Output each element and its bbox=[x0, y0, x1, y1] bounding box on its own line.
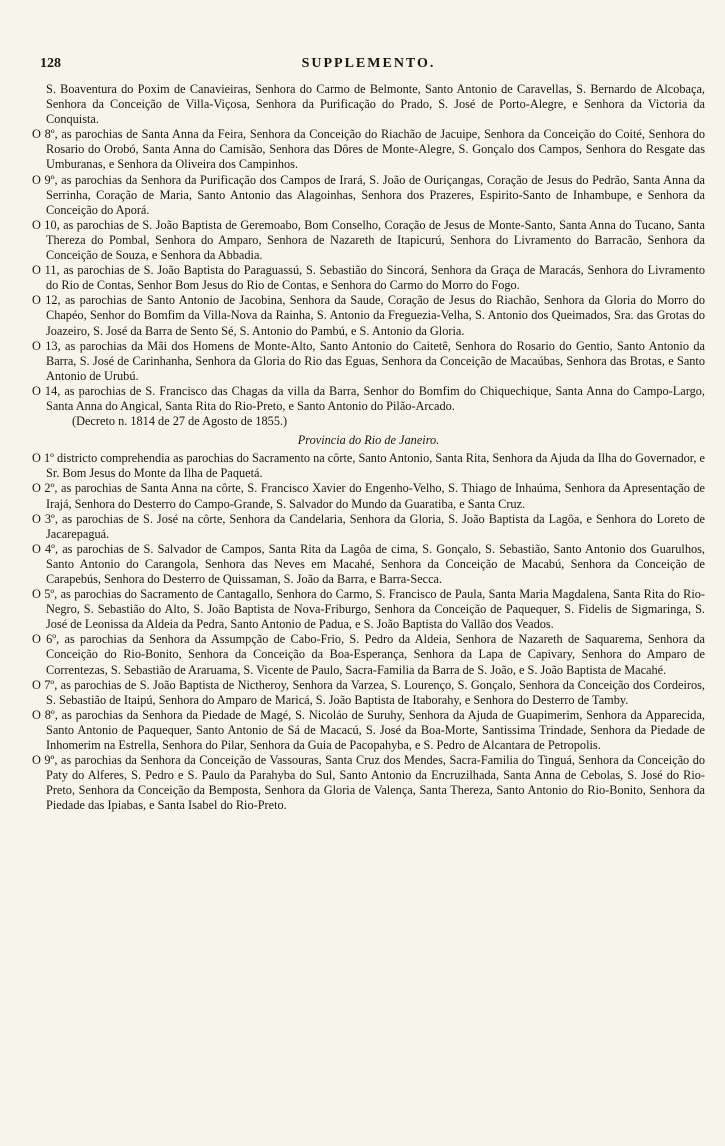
district-paragraph-13-bahia: O 13, as parochias da Mãi dos Homens de Monte-Alto, Santo Antonio do Caitetê, Senhora do Rosario do Gentio, Santo Antonio da Barra, S. José de Carinhanha, Senhora da Gloria do Rio das Eguas, Senhora da Conceição de Macaúbas, Senhora das Brotas, e Santo Antonio de Urubú. bbox=[32, 338, 705, 383]
district-paragraph-4-rio: O 4º, as parochias de S. Salvador de Campos, Santa Rita da Lagôa de cima, S. Gonçalo, S. Sebastião, Santo Antonio dos Guarulhos, Santo Antonio do Carangola, Senhora das Neves em Macahé, Senhora da Conceição de Macabú, Senhora da Conceição de Carapebús, Senhora do Desterro de Quissaman, S. João da Barra, e Barra-Secca. bbox=[32, 541, 705, 586]
district-paragraph-7-rio: O 7º, as parochias de S. João Baptista de Nictheroy, Senhora da Varzea, S. Lourenço, S. Gonçalo, Senhora da Conceição dos Cordeiros, S. Sebastião de Itaipú, Senhora do Amparo de Maricá, S. João Baptista de Itaborahy, e Senhora do Desterro de Tamby. bbox=[32, 677, 705, 707]
page-body bbox=[32, 82, 705, 814]
district-paragraph-10-bahia: O 10, as parochias de S. João Baptista de Geremoabo, Bom Conselho, Coração de Jesus de Monte-Santo, Santa Anna do Tucano, Santa Thereza do Pombal, Senhora do Amparo, Senhora de Nazareth de Itapicurú, Senhora do Livramento do Barracão, Senhora da Conceição de Souza, e Senhora da Abbadia. bbox=[32, 217, 705, 263]
district-paragraph-9-rio: O 9º, as parochias da Senhora da Conceição de Vassouras, Santa Cruz dos Mendes, Sacra-Familia do Tinguá, Senhora da Conceição do Paty do Alferes, S. Pedro e S. Paulo da Parahyba do Sul, Santo Antonio da Encruzilhada, Santa Anna de Cebolas, S. José do Rio-Preto, Senhora da Conceição da Bemposta, Senhora da Gloria de Valença, Santa Thereza, Santo Antonio do Rio-Bonito, Senhora da Piedade das Ipiabas, e Santa Isabel do Rio-Preto. bbox=[32, 753, 705, 813]
district-paragraph-1-rio: O 1º districto comprehendia as parochias do Sacramento na côrte, Santo Antonio, Santa Rita, Senhora da Ajuda da Ilha do Governador, e Sr. Bom Jesus do Monte da Ilha de Paquetá. bbox=[32, 451, 705, 481]
district-paragraph-2-rio: O 2º, as parochias de Santa Anna na côrte, S. Francisco Xavier do Engenho-Velho, S. Thiago de Inhaúma, Senhora da Apresentação de Irajá, Senhora do Desterro do Campo-Grande, S. Salvador do Mundo da Guaratiba, e Santa Cruz. bbox=[32, 481, 705, 511]
district-paragraph-8-bahia: O 8º, as parochias de Santa Anna da Feira, Senhora da Conceição do Riachão de Jacuipe, Senhora da Conceição do Coité, Senhora do Rosario do Orobó, Santa Anna do Camisão, Senhora das Dôres de Monte-Alegre, S. Gonçalo dos Campos, Senhora do Resgate das Umburanas, e Senhora da Oliveira dos Campinhos. bbox=[32, 127, 705, 172]
intro-paragraph: S. Boaventura do Poxim de Canavieiras, Senhora do Carmo de Belmonte, Santo Antonio de Caravellas, S. Bernardo de Alcobaça, Senhora da Conceição de Villa-Viçosa, Senhora da Purificação do Prado, S. José de Porto-Alegre, e Senhora da Victoria da Conquista. bbox=[46, 82, 705, 127]
district-paragraph-6-rio: O 6º, as parochias da Senhora da Assumpção de Cabo-Frio, S. Pedro da Aldeia, Senhora de Nazareth de Saquarema, Senhora da Conceição do Rio-Bonito, Senhora da Conceição da Boa-Esperança, Senhora da Lapa de Capivary, Senhora do Amparo de Correntezas, S. Sebastião de Araruama, S. Vicente de Paulo, Sacra-Familia da Barra de S. João, e S. João Baptista de Macahé. bbox=[32, 632, 705, 677]
district-paragraph-8-rio: O 8º, as parochias da Senhora da Piedade de Magé, S. Nicoláo de Suruhy, Senhora da Ajuda de Guapimerim, Senhora da Apparecida, Santo Antonio de Paquequer, Santo Antonio de Sá de Macacú, S. José da Boa-Morte, Santissima Trindade, Senhora da Piedade de Inhomerim na Estrella, Senhora do Pilar, Senhora da Guia de Pacopahyba, e S. Pedro de Alcantara de Petropolis. bbox=[32, 707, 705, 753]
district-paragraph-12-bahia: O 12, as parochias de Santo Antonio de Jacobina, Senhora da Saude, Coração de Jesus do Riachão, Senhora da Gloria do Morro do Chapéo, Senhor do Bomfim da Villa-Nova da Rainha, S. Antonio da Freguezia-Velha, S. Antonio dos Queimados, Sra. das Grotas do Joazeiro, S. José da Barra de Sento Sé, S. Antonio do Pambú, e S. Antonio da Gloria. bbox=[32, 293, 705, 338]
district-paragraph-3-rio: O 3º, as parochias de S. José na côrte, Senhora da Candelaria, Senhora da Gloria, S. João Baptista da Lagôa, e Senhora do Loreto de Jacarepaguá. bbox=[32, 511, 705, 541]
running-title: SUPPLEMENTO. bbox=[301, 56, 436, 71]
district-paragraph-9-bahia: O 9º, as parochias da Senhora da Purificação dos Campos de Irará, S. João de Ouriçangas, Coração de Jesus do Pedrão, Santa Anna da Serrinha, Coração de Maria, Santo Antonio das Alagoinhas, Senhora dos Prazeres, Espirito-Santo de Inhambupe, e Senhora da Conceição do Aporá. bbox=[32, 172, 705, 217]
page-header bbox=[32, 56, 705, 76]
district-paragraph-5-rio: O 5º, as parochias do Sacramento de Cantagallo, Senhora do Carmo, S. Francisco de Paula, Santa Maria Magdalena, Santa Rita do Rio-Negro, S. Sebastião do Alto, S. João Baptista de Nova-Friburgo, Senhora da Conceição de Paquequer, S. Fidelis de Sigmaringa, S. José de Leonissa da Aldeia da Pedra, Santo Antonio de Padua, e S. João Baptista do Vallão dos Veados. bbox=[32, 587, 705, 632]
decree-citation: (Decreto n. 1814 de 27 de Agosto de 1855.) bbox=[72, 414, 288, 429]
page-number: 128 bbox=[40, 56, 61, 71]
district-paragraph-14-bahia: O 14, as parochias de S. Francisco das Chagas da villa da Barra, Senhor do Bomfim do Chiquechique, Santa Anna do Campo-Largo, Santa Anna do Angical, Santa Rita do Rio-Preto, e Santo Antonio do Pilão-Arcado. bbox=[32, 383, 705, 413]
section-title: Provincia do Rio de Janeiro. bbox=[297, 433, 440, 448]
district-paragraph-11-bahia: O 11, as parochias de S. João Baptista do Paraguassú, S. Sebastião do Sincorá, Senhora da Graça de Maracás, Senhora do Livramento do Rio de Contas, Senhor Bom Jesus do Rio de Contas, e Senhora do Carmo do Morro do Fogo. bbox=[32, 263, 705, 293]
